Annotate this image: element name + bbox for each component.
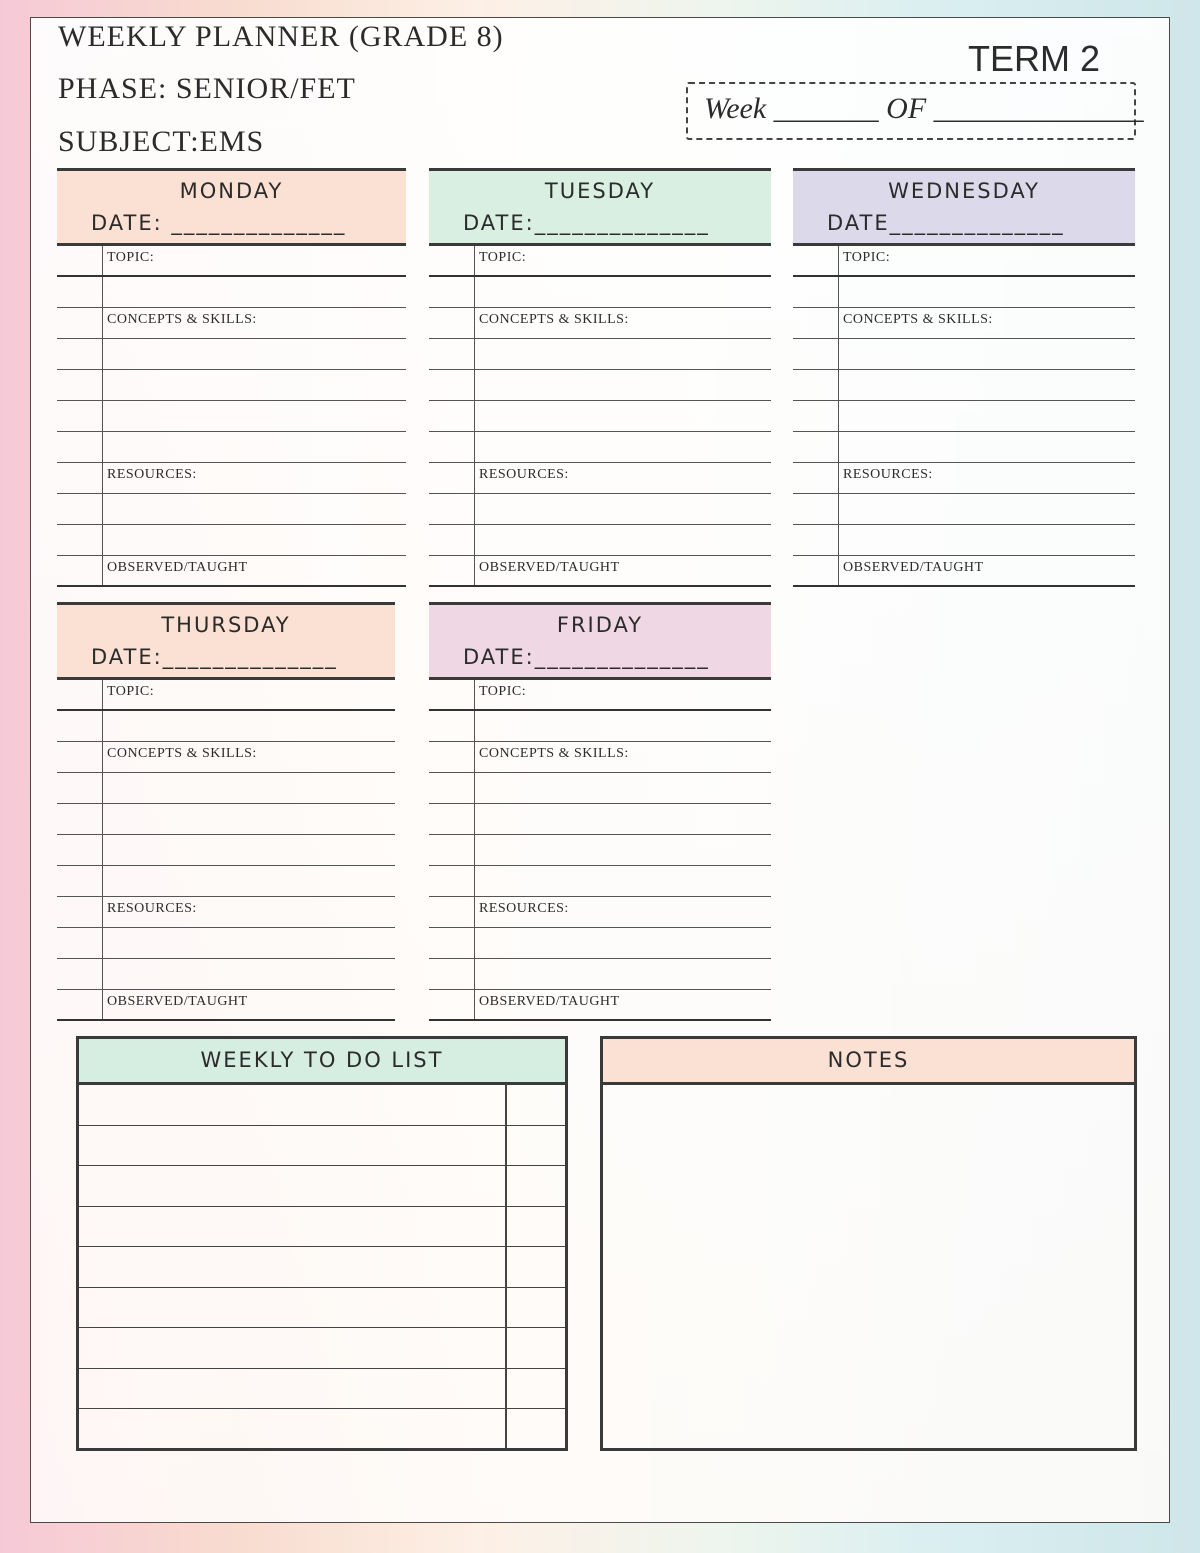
- week-of-field[interactable]: Week _______ OF ______________: [686, 82, 1136, 140]
- notes-box[interactable]: [600, 1036, 1137, 1451]
- row-resources[interactable]: [793, 463, 1135, 494]
- row-observed[interactable]: [57, 556, 406, 587]
- row-blank[interactable]: [57, 370, 406, 401]
- row-blank[interactable]: [429, 432, 771, 463]
- row-blank[interactable]: [429, 370, 771, 401]
- concepts-label: CONCEPTS & SKILLS:: [479, 312, 629, 327]
- day-header: [429, 602, 771, 680]
- row-blank[interactable]: [57, 525, 406, 556]
- observed-label: OBSERVED/TAUGHT: [107, 560, 248, 575]
- row-blank[interactable]: [57, 277, 406, 308]
- day-name: MONDAY: [179, 179, 284, 203]
- resources-label: RESOURCES:: [843, 467, 933, 482]
- row-blank[interactable]: [429, 835, 771, 866]
- row-blank[interactable]: [793, 339, 1135, 370]
- concepts-label: CONCEPTS & SKILLS:: [107, 746, 257, 761]
- day-block-monday: [57, 168, 406, 587]
- todo-item[interactable]: [79, 1207, 565, 1248]
- day-name: TUESDAY: [544, 179, 656, 203]
- day-header: [57, 602, 395, 680]
- row-blank[interactable]: [429, 866, 771, 897]
- todo-check-divider: [505, 1085, 507, 1448]
- day-block-friday: [429, 602, 771, 1021]
- row-blank[interactable]: [429, 401, 771, 432]
- row-blank[interactable]: [429, 494, 771, 525]
- todo-item[interactable]: [79, 1288, 565, 1329]
- todo-rows: [79, 1085, 565, 1450]
- topic-label: TOPIC:: [843, 250, 891, 265]
- row-blank[interactable]: [429, 277, 771, 308]
- notes-title: NOTES: [603, 1039, 1134, 1085]
- day-block-thursday: [57, 602, 395, 1021]
- day-block-tuesday: [429, 168, 771, 587]
- day-block-wednesday: [793, 168, 1135, 587]
- concepts-label: CONCEPTS & SKILLS:: [843, 312, 993, 327]
- day-name: FRIDAY: [556, 613, 644, 637]
- observed-label: OBSERVED/TAUGHT: [107, 994, 248, 1009]
- row-blank[interactable]: [57, 866, 395, 897]
- day-header: [793, 168, 1135, 246]
- topic-label: TOPIC:: [107, 250, 155, 265]
- row-blank[interactable]: [793, 525, 1135, 556]
- row-blank[interactable]: [57, 804, 395, 835]
- observed-label: OBSERVED/TAUGHT: [843, 560, 984, 575]
- resources-label: RESOURCES:: [479, 901, 569, 916]
- row-blank[interactable]: [793, 401, 1135, 432]
- resources-label: RESOURCES:: [107, 901, 197, 916]
- concepts-label: CONCEPTS & SKILLS:: [479, 746, 629, 761]
- day-name: WEDNESDAY: [888, 179, 1040, 203]
- row-blank[interactable]: [793, 370, 1135, 401]
- row-topic[interactable]: [57, 680, 395, 711]
- row-blank[interactable]: [429, 711, 771, 742]
- day-date-field[interactable]: DATE:______________: [91, 645, 338, 669]
- row-blank[interactable]: [57, 711, 395, 742]
- row-blank[interactable]: [429, 804, 771, 835]
- todo-title: WEEKLY TO DO LIST: [79, 1039, 565, 1085]
- row-blank[interactable]: [429, 525, 771, 556]
- topic-label: TOPIC:: [107, 684, 155, 699]
- day-header: [429, 168, 771, 246]
- row-concepts[interactable]: [429, 308, 771, 339]
- row-blank[interactable]: [57, 432, 406, 463]
- resources-label: RESOURCES:: [479, 467, 569, 482]
- row-concepts[interactable]: [57, 742, 395, 773]
- row-blank[interactable]: [57, 401, 406, 432]
- planner-title: WEEKLY PLANNER (GRADE 8): [58, 20, 504, 53]
- row-topic[interactable]: [429, 680, 771, 711]
- day-date-field[interactable]: DATE:______________: [463, 211, 710, 235]
- todo-item[interactable]: [79, 1369, 565, 1410]
- row-blank[interactable]: [429, 773, 771, 804]
- row-concepts[interactable]: [57, 308, 406, 339]
- todo-item[interactable]: [79, 1166, 565, 1207]
- term-label: TERM 2: [968, 38, 1101, 79]
- row-resources[interactable]: [429, 463, 771, 494]
- day-name: THURSDAY: [161, 613, 291, 637]
- row-blank[interactable]: [429, 959, 771, 990]
- todo-item[interactable]: [79, 1328, 565, 1369]
- row-observed[interactable]: [429, 556, 771, 587]
- row-blank[interactable]: [57, 959, 395, 990]
- row-concepts[interactable]: [793, 308, 1135, 339]
- row-concepts[interactable]: [429, 742, 771, 773]
- day-date-field[interactable]: DATE: ______________: [91, 211, 347, 235]
- day-date-field[interactable]: DATE:______________: [463, 645, 710, 669]
- row-topic[interactable]: [793, 246, 1135, 277]
- row-observed[interactable]: [57, 990, 395, 1021]
- todo-item[interactable]: [79, 1085, 565, 1126]
- topic-label: TOPIC:: [479, 684, 527, 699]
- row-resources[interactable]: [57, 463, 406, 494]
- row-blank[interactable]: [429, 339, 771, 370]
- todo-item[interactable]: [79, 1409, 565, 1450]
- row-topic[interactable]: [429, 246, 771, 277]
- row-topic[interactable]: [57, 246, 406, 277]
- subject-label: SUBJECT:EMS: [58, 125, 265, 158]
- todo-list: [76, 1036, 568, 1451]
- row-blank[interactable]: [57, 494, 406, 525]
- row-blank[interactable]: [57, 773, 395, 804]
- row-blank[interactable]: [57, 835, 395, 866]
- resources-label: RESOURCES:: [107, 467, 197, 482]
- row-blank[interactable]: [793, 277, 1135, 308]
- todo-item[interactable]: [79, 1247, 565, 1288]
- day-date-field[interactable]: DATE______________: [827, 211, 1065, 235]
- phase-label: PHASE: SENIOR/FET: [58, 72, 356, 105]
- topic-label: TOPIC:: [479, 250, 527, 265]
- observed-label: OBSERVED/TAUGHT: [479, 560, 620, 575]
- row-blank[interactable]: [793, 432, 1135, 463]
- todo-item[interactable]: [79, 1126, 565, 1167]
- day-header: [57, 168, 406, 246]
- concepts-label: CONCEPTS & SKILLS:: [107, 312, 257, 327]
- row-blank[interactable]: [793, 494, 1135, 525]
- row-blank[interactable]: [57, 928, 395, 959]
- row-observed[interactable]: [793, 556, 1135, 587]
- row-blank[interactable]: [57, 339, 406, 370]
- row-blank[interactable]: [429, 928, 771, 959]
- observed-label: OBSERVED/TAUGHT: [479, 994, 620, 1009]
- row-resources[interactable]: [429, 897, 771, 928]
- row-observed[interactable]: [429, 990, 771, 1021]
- row-resources[interactable]: [57, 897, 395, 928]
